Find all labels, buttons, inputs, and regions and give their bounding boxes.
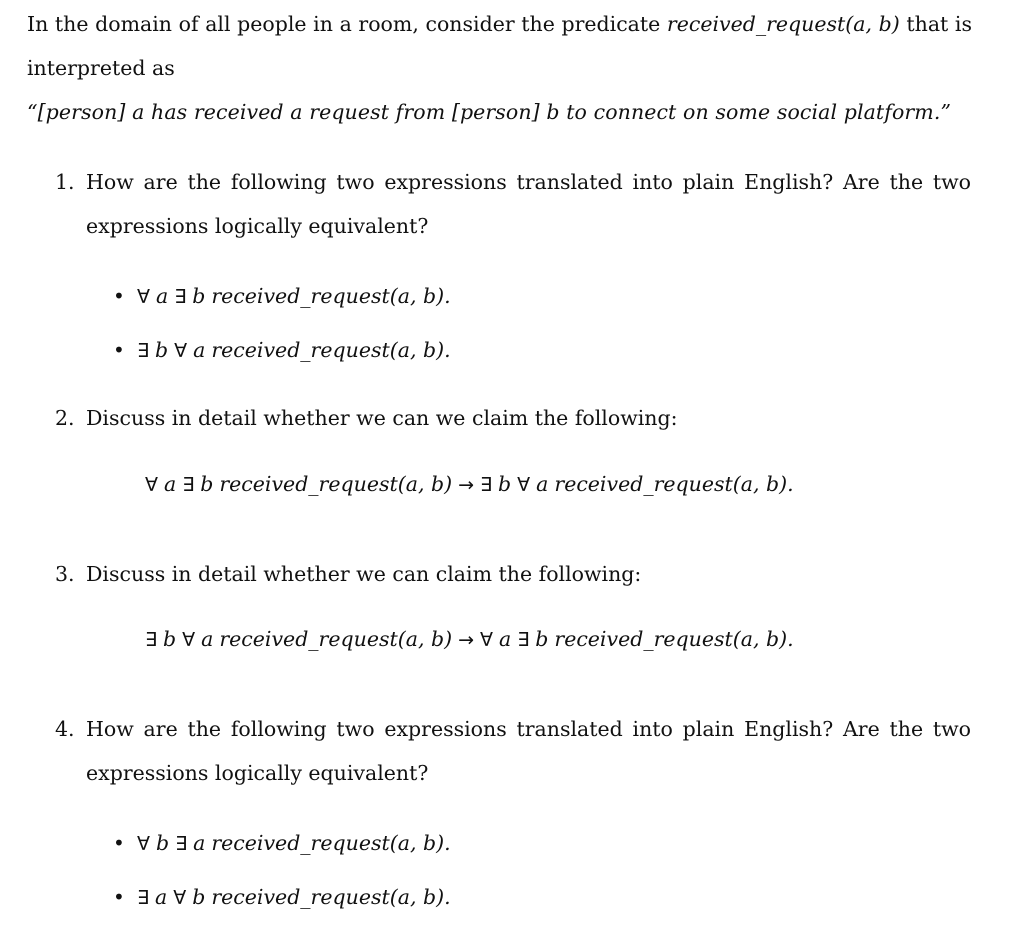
exists-icon: ∃ <box>182 474 195 496</box>
q1-bullet-1: • <box>113 284 125 308</box>
exists-icon: ∃ <box>480 474 493 496</box>
q1-text-line-1: How are the following two expressions translated into plain English? Are the two <box>86 170 971 194</box>
intro-line-2: interpreted as <box>27 56 175 80</box>
forall-icon: ∀ <box>517 474 531 496</box>
exists-icon: ∃ <box>174 286 187 308</box>
exists-icon: ∃ <box>517 629 530 651</box>
forall-icon: ∀ <box>480 629 494 651</box>
exists-icon: ∃ <box>145 629 158 651</box>
forall-icon: ∀ <box>145 474 158 496</box>
forall-icon: ∀ <box>137 286 150 308</box>
forall-icon: ∀ <box>174 340 188 362</box>
q4-bullet-2: • <box>113 885 125 909</box>
q1-bullet-2: • <box>113 338 125 362</box>
q1-expression-2: ∃ b ∀ a received_request(a, b). <box>137 338 451 362</box>
q4-text-line-2: expressions logically equivalent? <box>86 761 429 785</box>
forall-icon: ∀ <box>182 629 196 651</box>
exists-icon: ∃ <box>175 833 188 855</box>
q3-formula: ∃ b ∀ a received_request(a, b) → ∀ a ∃ b received_request(a, b). <box>145 627 794 651</box>
intro-text-end: that is <box>906 12 972 36</box>
q2-number: 2. <box>55 406 75 430</box>
q4-number: 4. <box>55 717 75 741</box>
exists-icon: ∃ <box>137 887 150 909</box>
q1-number: 1. <box>55 170 75 194</box>
intro-quote: “[person] a has received a request from [person] b to connect on some social platform.” <box>27 100 952 124</box>
intro-predicate: received_request(a, b) <box>666 12 900 36</box>
q4-text-line-1: How are the following two expressions translated into plain English? Are the two <box>86 717 971 741</box>
q4-expression-2: ∃ a ∀ b received_request(a, b). <box>137 885 451 909</box>
forall-icon: ∀ <box>173 887 187 909</box>
q1-expression-1: ∀ a ∃ b received_request(a, b). <box>137 284 451 308</box>
intro-line-1 <box>27 12 972 36</box>
q2-text: Discuss in detail whether we can we claim the following: <box>86 406 678 430</box>
q3-text: Discuss in detail whether we can claim the following: <box>86 562 642 586</box>
implies-arrow-icon: → <box>458 474 475 496</box>
exists-icon: ∃ <box>137 340 150 362</box>
q4-expression-1: ∀ b ∃ a received_request(a, b). <box>137 831 451 855</box>
q4-bullet-1: • <box>113 831 125 855</box>
q3-number: 3. <box>55 562 75 586</box>
q2-formula: ∀ a ∃ b received_request(a, b) → ∃ b ∀ a received_request(a, b). <box>145 472 794 496</box>
intro-text-start: In the domain of all people in a room, consider the predicate <box>27 12 661 36</box>
q1-text-line-2: expressions logically equivalent? <box>86 214 429 238</box>
forall-icon: ∀ <box>137 833 150 855</box>
implies-arrow-icon: → <box>458 629 475 651</box>
